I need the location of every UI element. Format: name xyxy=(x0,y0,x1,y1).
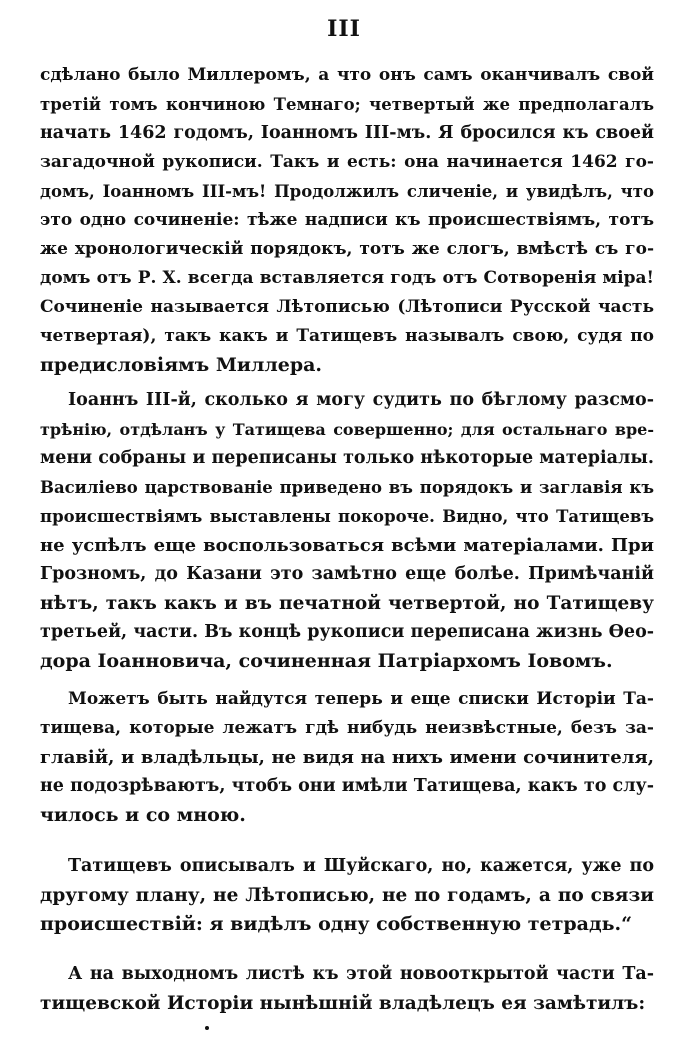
text-line: нѣтъ, такъ какъ и въ печатной четвертой, но Татищеву xyxy=(40,593,654,614)
text-line: тищевской Исторіи нынѣшній владѣлецъ ея замѣтилъ: xyxy=(40,993,646,1014)
text-line: предисловіямъ Миллера. xyxy=(40,354,323,376)
text-line: происшествій: я видѣлъ одну собственную тетрадь.“ xyxy=(40,913,633,935)
text-line: начать 1462 годомъ, Іоанномъ ІІІ-мъ. Я бросился къ своей xyxy=(40,123,654,143)
paragraph-3 xyxy=(40,685,654,830)
text-line: трѣнію, отдѣланъ у Татищева совершенно; для остальнаго вре- xyxy=(40,420,654,439)
text-line: не подозрѣваютъ, чтобъ они имѣли Татищева, какъ то слу- xyxy=(40,776,654,796)
paragraph-2 xyxy=(40,386,654,676)
text-line: главій, и владѣльцы, не видя на нихъ имени сочинителя, xyxy=(40,747,654,768)
text-line: четвертая), такъ какъ и Татищевъ называлъ свою, судя по xyxy=(40,326,654,346)
text-line: Можетъ быть найдутся теперь и еще списки Исторіи Та- xyxy=(68,689,654,709)
text-line: домъ, Іоанномъ ІІІ-мъ! Продолжилъ сличеніе, и увидѣлъ, что xyxy=(40,182,654,201)
text-line: третій томъ кончиною Темнаго; четвертый же предполагалъ xyxy=(40,95,654,114)
text-line: дора Іоанновича, сочиненная Патріархомъ Іовомъ. xyxy=(40,650,613,672)
ink-mark xyxy=(205,1026,209,1030)
text-line: А на выходномъ листѣ къ этой новооткрытой части Та- xyxy=(68,964,654,984)
text-line: домъ отъ Р. Х. всегда вставляется годъ отъ Сотворенія міра! xyxy=(40,268,654,288)
text-line: другому плану, не Лѣтописью, не по годамъ, а по связи xyxy=(40,885,654,906)
text-line: же хронологическій порядокъ, тотъ же слогъ, вмѣстѣ съ го- xyxy=(40,239,654,259)
text-line: загадочной рукописи. Такъ и есть: она начинается 1462 го- xyxy=(40,152,654,172)
paragraph-5 xyxy=(40,960,654,1018)
text-line: Сочиненіе называется Лѣтописью (Лѣтописи Русской часть xyxy=(40,297,654,317)
text-line: чилось и со мною. xyxy=(40,804,246,826)
text-line: Василіево царствованіе приведено въ порядокъ и заглавія къ xyxy=(40,478,654,497)
text-line: мени собраны и переписаны только нѣкоторые матеріалы. xyxy=(40,448,654,468)
page-number: III xyxy=(327,16,361,42)
text-line: Татищевъ описывалъ и Шуйскаго, но, кажется, уже по xyxy=(68,856,654,876)
text-line: происшествіямъ выставлены покороче. Видно, что Татищевъ xyxy=(40,507,654,526)
text-line: не успѣлъ еще воспользоваться всѣми матеріалами. При xyxy=(40,535,654,556)
text-line: Іоаннъ ІІІ-й, сколько я могу судить по бѣглому разсмо- xyxy=(68,390,654,410)
text-line: это одно сочиненіе: тѣже надписи къ происшествіямъ, тотъ xyxy=(40,210,654,230)
text-line: тищева, которые лежатъ гдѣ нибудь неизвѣстные, безъ за- xyxy=(40,718,654,738)
text-line: сдѣлано было Миллеромъ, а что онъ самъ оканчивалъ свой xyxy=(40,65,654,85)
text-line: третьей, части. Въ концѣ рукописи переписана жизнь Ѳео- xyxy=(40,622,654,642)
paragraph-4 xyxy=(40,852,654,939)
text-line: Грозномъ, до Казани это замѣтно еще болѣе. Примѣчаній xyxy=(40,564,654,584)
paragraph-1 xyxy=(40,61,654,380)
